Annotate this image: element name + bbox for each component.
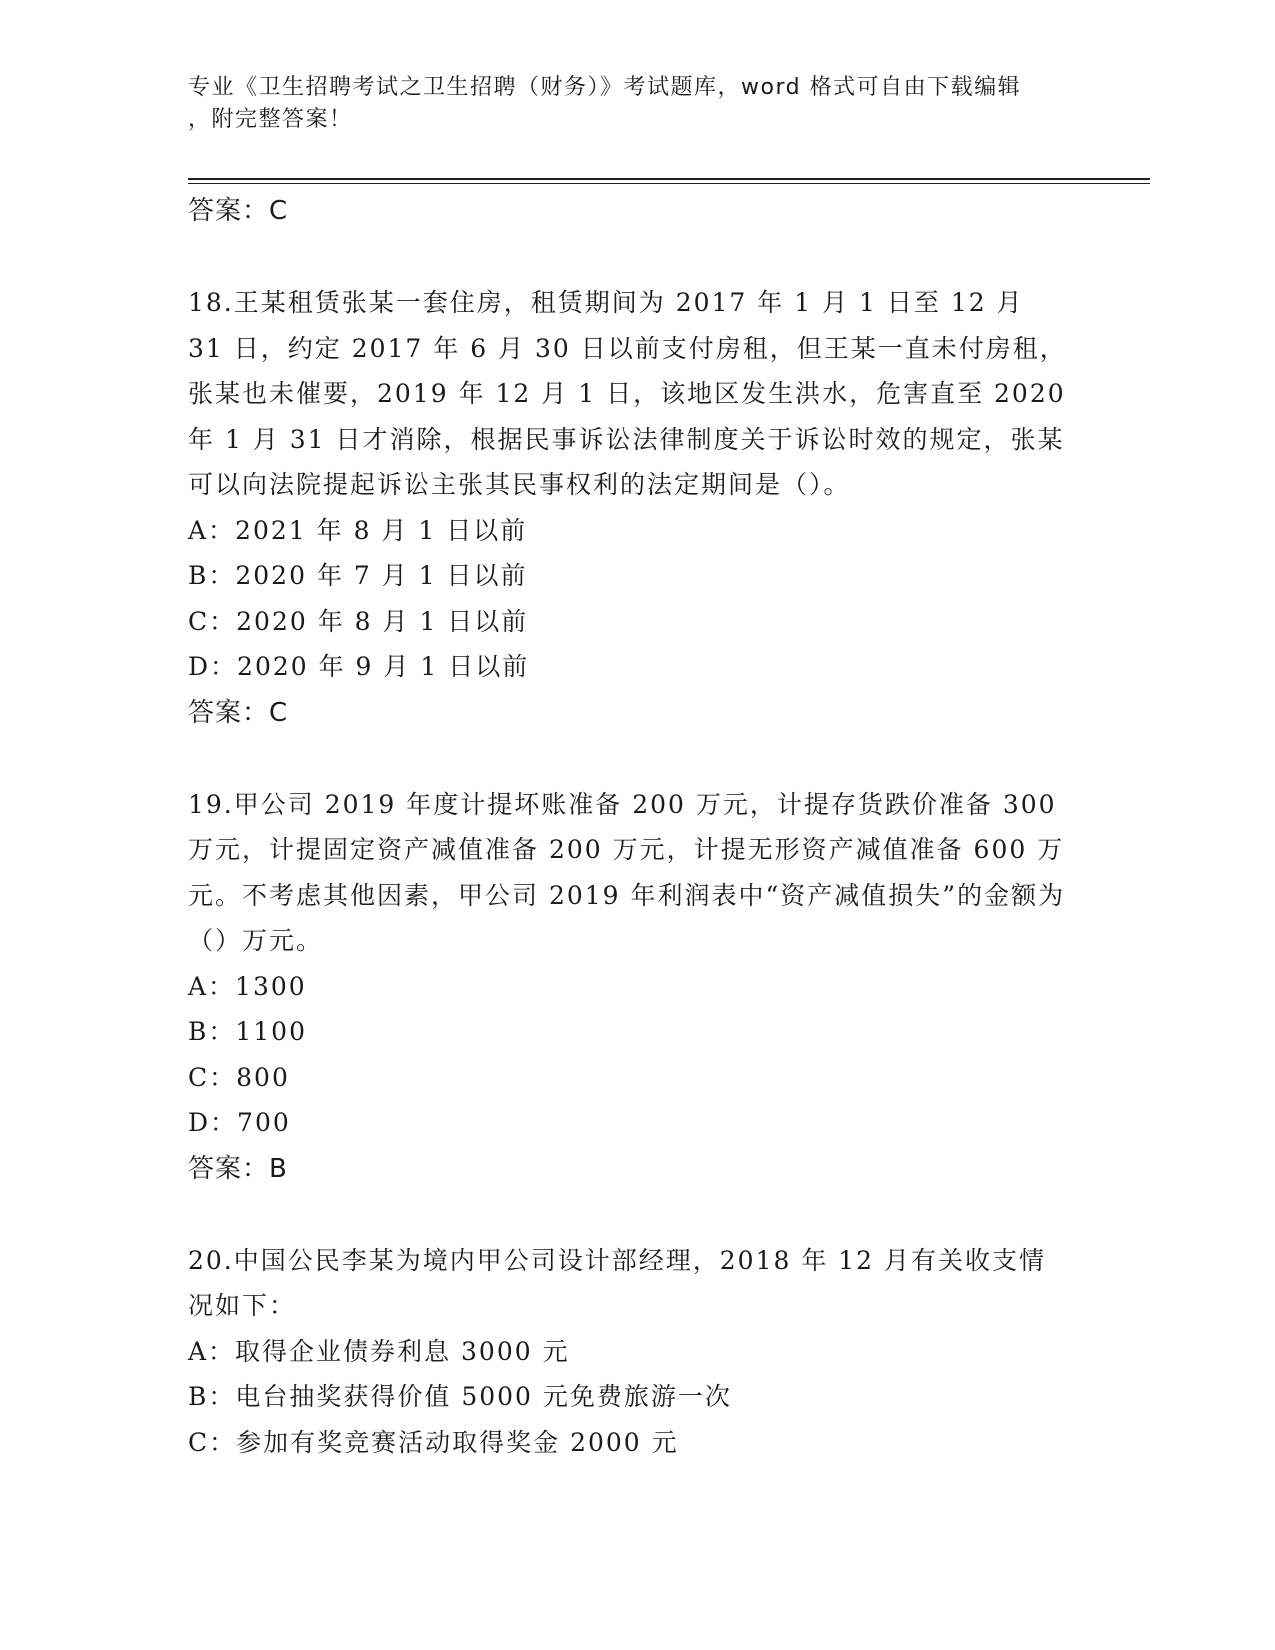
question-20	[188, 1238, 1068, 1466]
header-divider-thick	[188, 178, 1150, 180]
option-d: D：700	[188, 1108, 291, 1137]
question-stem: 19.甲公司 2019 年度计提坏账准备 200 万元，计提存货跌价准备 300 万元，计提固定资产减值准备 200 万元，计提无形资产减值准备 600 万元。不考虑其他因素，甲公司 2019 年利润表中“资产减值损失”的金额为（）万元。	[188, 789, 1066, 955]
option-a: A：取得企业债券利息 3000 元	[188, 1336, 570, 1366]
question-stem: 18.王某租赁张某一套住房，租赁期间为 2017 年 1 月 1 日至 12 月 31 日，约定 2017 年 6 月 30 日以前支付房租，但王某一直未付房租，张某也未催要，2019 年 12 月 1 日，该地区发生洪水，危害直至 2020 年 1 月 31 日才消除，根据民事诉讼法律制度关于诉讼时效的规定，张某可以向法院提起诉讼主张其民事权利的法定期间是（）。	[188, 288, 1067, 499]
answer-line: 答案：C	[188, 697, 289, 728]
document-header	[188, 72, 1088, 136]
option-d: D：2020 年 9 月 1 日以前	[188, 652, 530, 681]
option-b: B：2020 年 7 月 1 日以前	[188, 561, 528, 590]
document-body	[188, 188, 1068, 1465]
question-stem: 20.中国公民李某为境内甲公司设计部经理，2018 年 12 月有关收支情况如下：	[188, 1245, 1047, 1320]
question-19	[188, 782, 1068, 1192]
option-a: A：1300	[188, 971, 307, 1001]
option-a: A：2021 年 8 月 1 日以前	[188, 515, 528, 545]
answer-line: 答案：B	[188, 1153, 288, 1184]
option-b: B：电台抽奖获得价值 5000 元免费旅游一次	[188, 1382, 732, 1411]
option-c: C：参加有奖竞赛活动取得奖金 2000 元	[188, 1427, 679, 1457]
option-c: C：800	[188, 1062, 290, 1092]
answer-line-17: 答案：C	[188, 196, 289, 226]
question-18	[188, 280, 1068, 736]
header-line-2: ，附完整答案！	[188, 107, 353, 132]
option-b: B：1100	[188, 1017, 307, 1046]
header-divider-thin	[188, 183, 1150, 184]
header-line-1: 专业《卫生招聘考试之卫生招聘（财务）》考试题库，word 格式可自由下载编辑	[188, 75, 1022, 100]
option-c: C：2020 年 8 月 1 日以前	[188, 606, 529, 636]
